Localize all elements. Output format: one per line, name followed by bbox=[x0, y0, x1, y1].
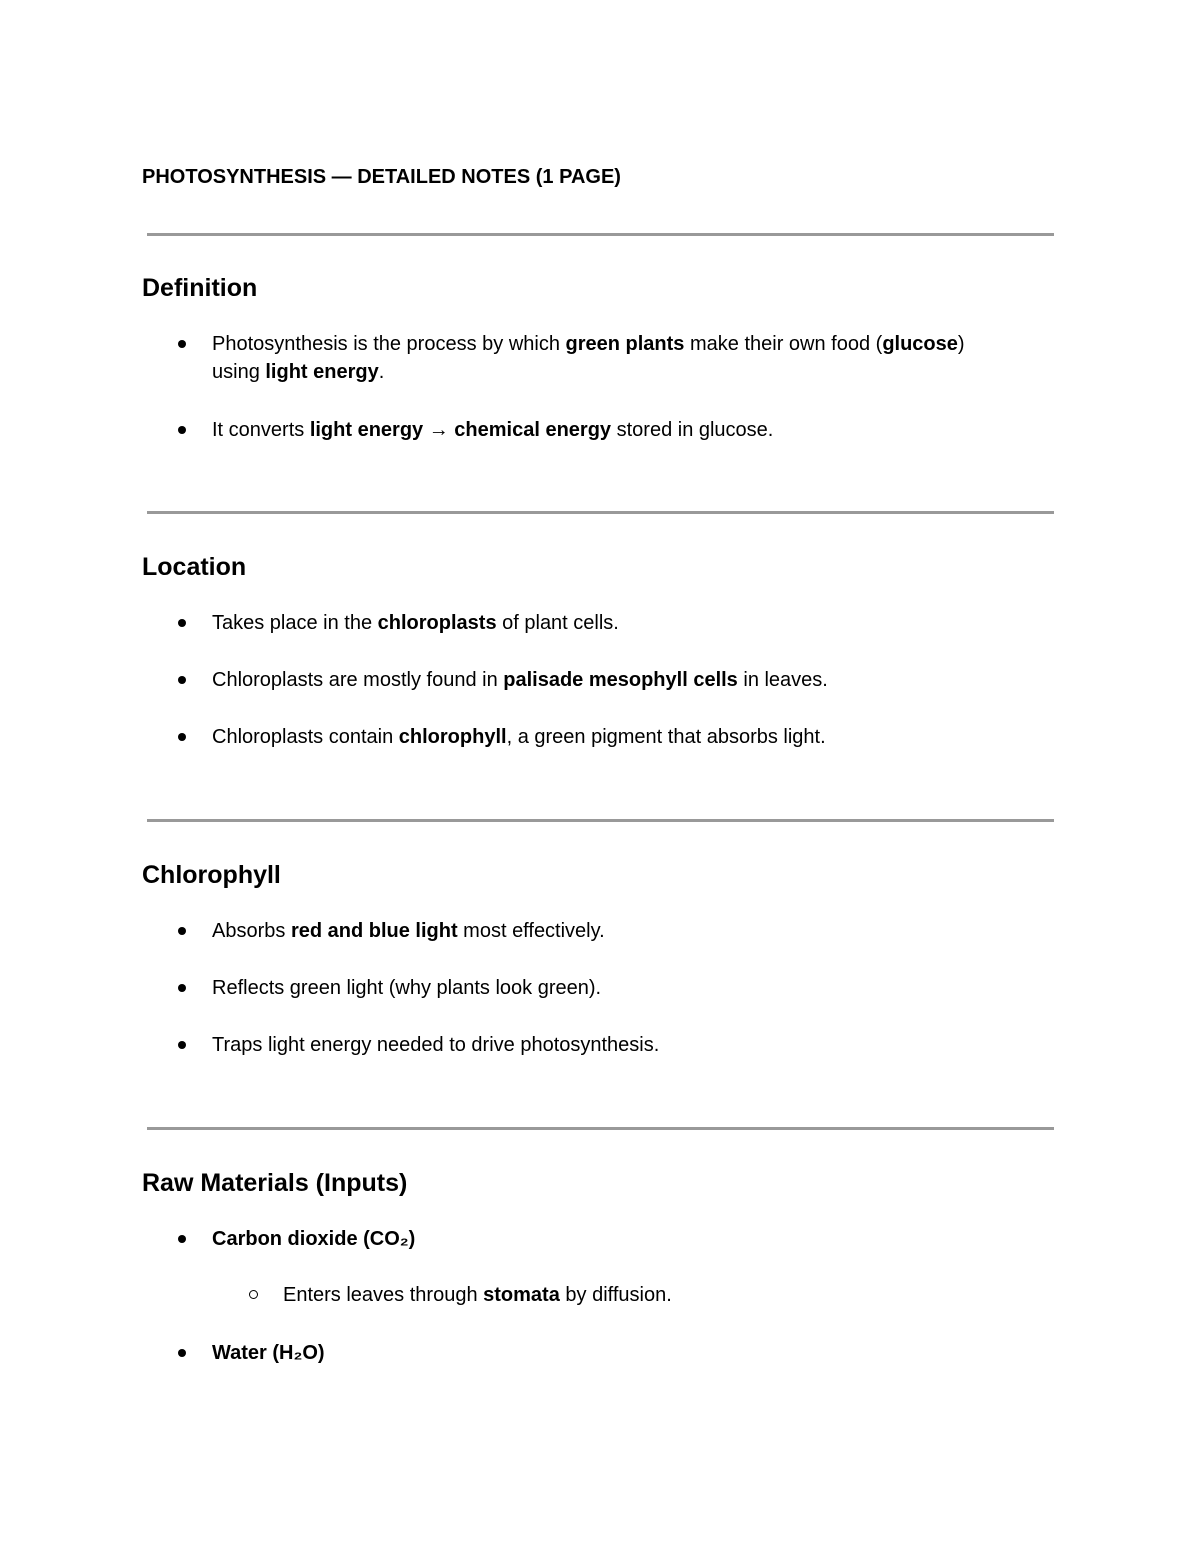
list-item: Absorbs red and blue light most effectively. bbox=[212, 917, 1042, 945]
bullet-icon bbox=[178, 927, 186, 935]
bullet-icon bbox=[178, 619, 186, 627]
horizontal-rule bbox=[147, 233, 1054, 236]
bullet-icon bbox=[178, 1235, 186, 1243]
list-item: It converts light energy → chemical energy stored in glucose. bbox=[212, 416, 1042, 444]
horizontal-rule bbox=[147, 819, 1054, 822]
bullet-icon bbox=[178, 340, 186, 348]
section-heading-location: Location bbox=[142, 553, 247, 581]
section-heading-raw-materials: Raw Materials (Inputs) bbox=[142, 1169, 408, 1197]
list-item: Traps light energy needed to drive photosynthesis. bbox=[212, 1031, 1042, 1059]
bullet-icon bbox=[178, 676, 186, 684]
list-item: Carbon dioxide (CO₂) bbox=[212, 1225, 1042, 1253]
list-item: Reflects green light (why plants look green). bbox=[212, 974, 1042, 1002]
list-item: Chloroplasts contain chlorophyll, a green pigment that absorbs light. bbox=[212, 723, 1042, 751]
document-title: PHOTOSYNTHESIS — DETAILED NOTES (1 PAGE) bbox=[142, 166, 621, 188]
bullet-icon bbox=[178, 1041, 186, 1049]
section-heading-chlorophyll: Chlorophyll bbox=[142, 861, 281, 889]
horizontal-rule bbox=[147, 511, 1054, 514]
bullet-icon bbox=[178, 1349, 186, 1357]
list-item: Chloroplasts are mostly found in palisade mesophyll cells in leaves. bbox=[212, 666, 1042, 694]
bullet-icon bbox=[178, 426, 186, 434]
bullet-icon bbox=[178, 733, 186, 741]
horizontal-rule bbox=[147, 1127, 1054, 1130]
section-heading-definition: Definition bbox=[142, 274, 258, 302]
list-item: Water (H₂O) bbox=[212, 1339, 1042, 1367]
list-item: Takes place in the chloroplasts of plant cells. bbox=[212, 609, 1042, 637]
sub-list-item: Enters leaves through stomata by diffusion. bbox=[283, 1281, 1043, 1309]
bullet-icon bbox=[178, 984, 186, 992]
list-item: Photosynthesis is the process by which green plants make their own food (glucose) using light energy. bbox=[212, 330, 1042, 386]
hollow-bullet-icon bbox=[249, 1290, 258, 1299]
